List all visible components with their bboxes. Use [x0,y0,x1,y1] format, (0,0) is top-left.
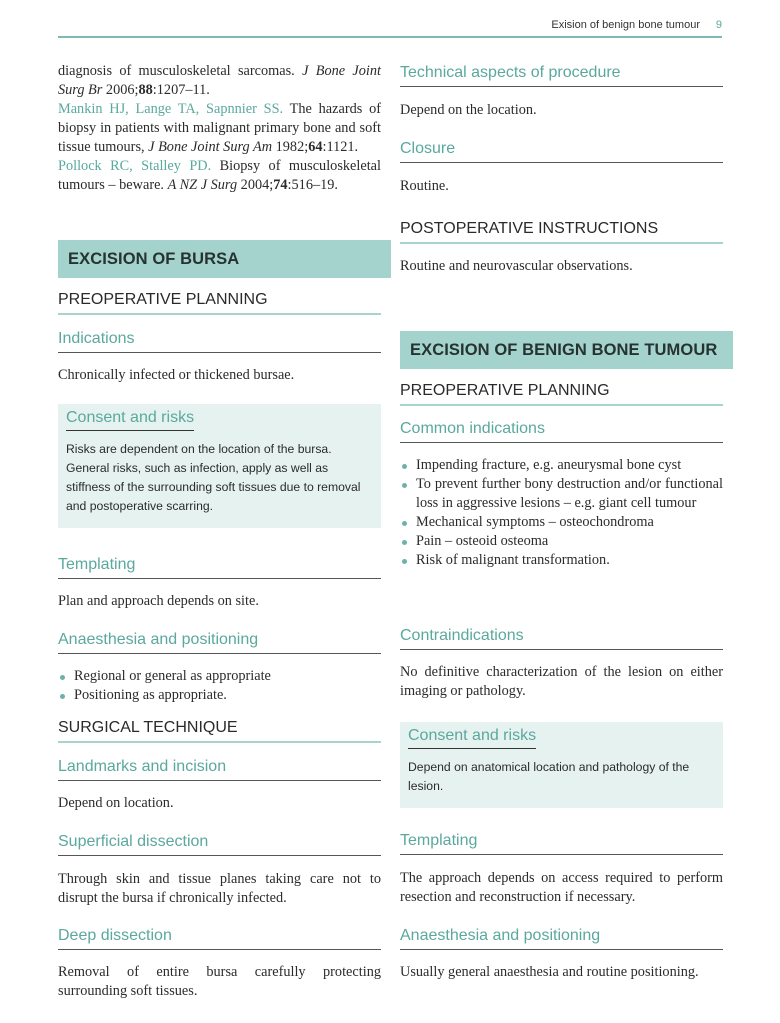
common-indications-heading: Common indications [400,420,723,443]
list-item: Mechanical symptoms – osteochondroma [400,513,723,532]
contraindications-heading: Contraindications [400,627,723,650]
postop-heading: POSTOPERATIVE INSTRUCTIONS [400,220,723,244]
reference-author: Pollock RC, Stalley PD. [58,158,212,174]
list-item: Regional or general as appropriate [58,667,381,686]
contraindications-text: No definitive characterization of the lesion on either imaging or pathology. [400,664,723,699]
consent-text: Depend on anatomical location and pathology of the lesion. [408,760,690,793]
reference-author: Mankin HJ, Lange TA, Sapnnier SS. [58,101,284,117]
consent-heading: Consent and risks [408,727,536,749]
anaesthesia-heading: Anaesthesia and positioning [400,927,723,950]
consent-box [58,404,381,528]
anaesthesia-list [58,667,381,705]
reference-list [58,62,381,195]
superficial-dissection-text: Through skin and tissue planes taking care not to disrupt the bursa if chronically infected. [58,871,381,906]
anaesthesia-heading: Anaesthesia and positioning [58,631,381,654]
technical-aspects-text: Depend on the location. [400,102,537,118]
reference-item: diagnosis of musculoskeletal sarcomas. J Bone Joint Surg Br 2006;88:1207–11. [58,63,381,98]
left-column [58,62,381,1012]
list-item: Pain – osteoid osteoma [400,532,723,551]
consent-box [400,722,723,808]
closure-heading: Closure [400,140,723,163]
closure-text: Routine. [400,178,449,194]
landmarks-text: Depend on location. [58,795,174,811]
surgical-technique-heading: SURGICAL TECHNIQUE [58,719,381,743]
running-head-title: Exision of benign bone tumour [551,19,700,31]
page-number: 9 [715,19,722,31]
indications-list [400,456,723,570]
section-banner-tumour: EXCISION OF BENIGN BONE TUMOUR [400,331,733,369]
consent-text: Risks are dependent on the location of the bursa. General risks, such as infection, apply as well as stiffness of the surrounding soft tissues due to removal and postoperative scarring. [66,442,361,513]
indications-heading: Indications [58,330,381,353]
section-banner-bursa: EXCISION OF BURSA [58,240,391,278]
reference-item: Mankin HJ, Lange TA, Sapnnier SS. The hazards of biopsy in patients with malignant primary bone and soft tissue tumours, J Bone Joint Surg Am 1982;64:1121. [58,101,381,155]
list-item: Risk of malignant transformation. [400,551,723,570]
running-head [58,0,722,38]
templating-text: Plan and approach depends on site. [58,593,259,609]
indications-text: Chronically infected or thickened bursae. [58,367,295,383]
consent-heading: Consent and risks [66,409,194,431]
list-item: To prevent further bony destruction and/or functional loss in aggressive lesions – e.g. giant cell tumour [400,475,723,513]
technical-aspects-heading: Technical aspects of procedure [400,64,723,87]
superficial-dissection-heading: Superficial dissection [58,833,381,856]
templating-heading: Templating [400,832,723,855]
deep-dissection-heading: Deep dissection [58,927,381,950]
list-item: Impending fracture, e.g. aneurysmal bone cyst [400,456,723,475]
templating-heading: Templating [58,556,381,579]
landmarks-heading: Landmarks and incision [58,758,381,781]
templating-text: The approach depends on access required to perform resection and reconstruction if necessary. [400,870,723,905]
anaesthesia-text: Usually general anaesthesia and routine positioning. [400,964,699,980]
right-column [400,62,723,1012]
preop-heading: PREOPERATIVE PLANNING [58,291,381,315]
preop-heading: PREOPERATIVE PLANNING [400,382,723,406]
postop-text: Routine and neurovascular observations. [400,258,633,274]
reference-item: Pollock RC, Stalley PD. Biopsy of musculoskeletal tumours – beware. A NZ J Surg 2004;74:516–19. [58,158,381,193]
deep-dissection-text: Removal of entire bursa carefully protecting surrounding soft tissues. [58,964,381,999]
list-item: Positioning as appropriate. [58,686,381,705]
